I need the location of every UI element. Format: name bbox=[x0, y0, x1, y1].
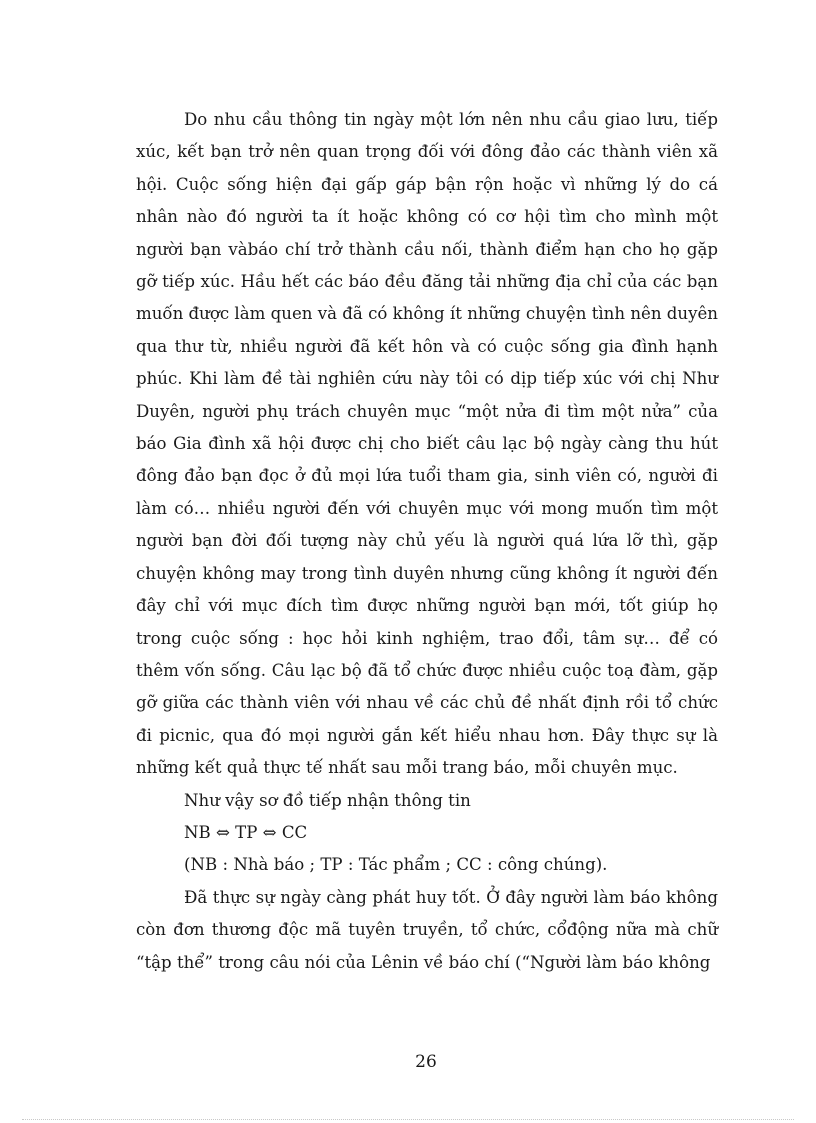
page-number: 26 bbox=[415, 1052, 437, 1072]
paragraph-reception-diagram: NB ⇔ TP ⇔ CC bbox=[184, 822, 308, 842]
paragraph-diagram-legend: (NB : Nhà báo ; TP : Tác phẩm ; CC : công chúng). bbox=[184, 855, 608, 875]
paragraph-diagram-intro: Như vậy sơ đồ tiếp nhận thông tin bbox=[184, 790, 471, 810]
body-text bbox=[136, 104, 718, 979]
page-bottom-divider bbox=[22, 1119, 794, 1120]
paragraph-social-connection: Do nhu cầu thông tin ngày một lớn nên nhu cầu giao lưu, tiếp xúc, kết bạn trở nên quan trọng đối với đông đảo các thành viên xã hội. Cuộc sống hiện đại gấp gáp bận rộn hoặc vì những lý do cá nhân nào đó người ta ít hoặc không có cơ hội tìm cho mình một người bạn vàbáo chí trở thành cầu nối, thành điểm hạn cho họ gặp gỡ tiếp xúc. Hầu hết các báo đều đăng tải những địa chỉ của các bạn muốn được làm quen và đã có không ít những chuyện tình nên duyên qua thư từ, nhiều người đã kết hôn và có cuộc sống gia đình hạnh phúc. Khi làm đề tài nghiên cứu này tôi có dịp tiếp xúc với chị Như Duyên, người phụ trách chuyên mục “một nửa đi tìm một nửa” của báo Gia đình xã hội được chị cho biết câu lạc bộ ngày càng thu hút đông đảo bạn đọc ở đủ mọi lứa tuổi tham gia, sinh viên có, người đi làm có… nhiều người đến với chuyên mục với mong muốn tìm một người bạn đời đối tượng này chủ yếu là người quá lứa lỡ thì, gặp chuyện không may trong tình duyên nhưng cũng không ít người đến đây chỉ với mục đích tìm được những người bạn mới, tốt giúp họ trong cuộc sống : học hỏi kinh nghiệm, trao đổi, tâm sự… để có thêm vốn sống. Câu lạc bộ đã tổ chức được nhiều cuộc toạ đàm, gặp gỡ giữa các thành viên với nhau về các chủ đề nhất định rồi tổ chức đi picnic, qua đó mọi người gắn kết hiểu nhau hơn. Đây thực sự là những kết quả thực tế nhất sau mỗi trang báo, mỗi chuyên mục. bbox=[136, 110, 718, 778]
paragraph-collective-journalism: Đã thực sự ngày càng phát huy tốt. Ở đây người làm báo không còn đơn thương độc mã tuyên truyền, tổ chức, cổđộng nữa mà chữ “tập thể” trong câu nói của Lênin về báo chí (“Người làm báo không bbox=[136, 887, 718, 972]
